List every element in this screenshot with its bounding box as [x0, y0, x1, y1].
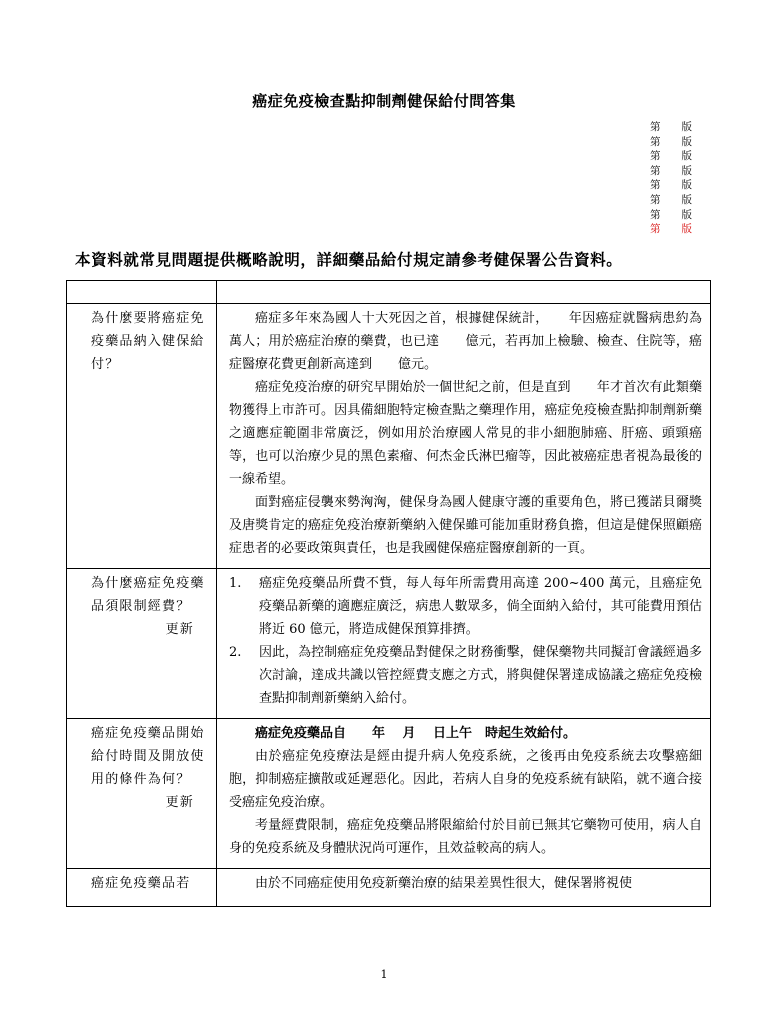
- table-header-row: [67, 281, 711, 304]
- question-cell: [67, 304, 217, 569]
- answer-list-item: [229, 641, 702, 710]
- version-entry: 第 版: [650, 150, 692, 163]
- list-number: 2.: [229, 645, 242, 660]
- notice-text: 本資料就常見問題提供概略說明，詳細藥品給付規定請參考健保署公告資料。: [75, 251, 623, 269]
- question-text: 癌症免疫藥品開始給付時間及開放使用的條件為何？: [91, 726, 205, 787]
- version-entry: 第 版: [650, 193, 692, 206]
- answer-lead: 癌症免疫藥品自 年 月 日上午 時起生效給付。: [255, 726, 577, 741]
- version-entry: 第 版: [650, 121, 692, 133]
- version-list: [650, 120, 710, 237]
- qa-table: [66, 280, 729, 907]
- list-text: 因此，為控制癌症免疫藥品對健保之財務衝擊，健保藥物共同擬訂會議經過多次討論，達成共識以管控經費支應之方式，將與健保署達成協議之癌症免疫檢查點抑制劑新藥納入給付。: [259, 645, 702, 706]
- version-entry: 第 版: [650, 164, 692, 177]
- answer-cell: [217, 569, 711, 719]
- table-row: [67, 719, 711, 869]
- update-label: 更新: [165, 622, 194, 637]
- header-cell-question: [67, 281, 217, 304]
- list-text: 癌症免疫藥品所費不貲，每人每年所需費用高達 200~400 萬元，且癌症免疫藥品新藥的適應症廣泛，病患人數眾多，倘全面納入給付，其可能費用預估將近 60 億元，將造成健保預算排擠。: [259, 576, 702, 637]
- version-entry: 第 版: [650, 208, 692, 221]
- version-entry: 第 版: [650, 179, 692, 192]
- question-text: 癌症免疫藥品若: [91, 876, 191, 891]
- page-number: 1: [380, 968, 388, 981]
- table-row: [67, 569, 711, 719]
- table-row: [67, 304, 711, 569]
- update-label: 更新: [165, 795, 194, 810]
- version-entry: 第 版: [650, 135, 692, 148]
- question-text: 為什麼癌症免疫藥品須限制經費？: [91, 576, 205, 614]
- answer-paragraph: 由於癌症免疫療法是經由提升病人免疫系統，之後再由免疫系統去攻擊癌細胞，抑制癌症擴散或延遲惡化。因此，若病人自身的免疫系統有缺陷，就不適合接受癌症免疫治療。: [229, 749, 702, 810]
- answer-cell: [217, 719, 711, 869]
- question-cell: [67, 719, 217, 869]
- answer-paragraph: 考量經費限制，癌症免疫藥品將限縮給付於目前已無其它藥物可使用，病人自身的免疫系統及身體狀況尚可運作，且效益較高的病人。: [229, 818, 702, 856]
- answer-paragraph: 面對癌症侵襲來勢洶洶，健保身為國人健康守護的重要角色，將已獲諾貝爾獎及唐獎肯定的癌症免疫治療新藥納入健保雖可能加重財務負擔，但這是健保照顧癌症患者的必要政策與責任，也是我國健保癌症醫療創新的一頁。: [229, 495, 702, 556]
- answer-cell: [217, 304, 729, 569]
- document-title: 癌症免疫檢查點抑制劑健保給付問答集: [252, 92, 516, 110]
- answer-paragraph: 癌症多年來為國人十大死因之首，根據健保統計， 年因癌症就醫病患約為 萬人；用於癌症治療的藥費，也已達 億元，若再加上檢驗、檢查、住院等，癌症醫療花費更創新高達到 億元。: [229, 311, 729, 372]
- table-row: [67, 869, 711, 907]
- answer-cell: [217, 869, 711, 907]
- list-number: 1.: [229, 576, 242, 591]
- answer-paragraph: 由於不同癌症使用免疫新藥治療的結果差異性很大，健保署將視使: [255, 876, 633, 891]
- version-entry-current: 第 版: [650, 223, 692, 236]
- question-text: 為什麼要將癌症免疫藥品納入健保給付？: [91, 311, 205, 372]
- answer-paragraph: 癌症免疫治療的研究早開始於一個世紀之前，但是直到 年才首次有此類藥物獲得上市許可。因具備細胞特定檢查點之藥理作用，癌症免疫檢查點抑制劑新藥之適應症範圍非常廣泛，例如用於治療國人常見的非小細胞肺癌、肝癌、頭頸癌等，也可以治療少見的黑色素瘤、何杰金氏淋巴瘤等，因此被癌症患者視為最後的一線希望。: [229, 380, 702, 487]
- answer-list-item: [229, 572, 702, 641]
- question-cell: [67, 869, 217, 907]
- question-cell: [67, 569, 217, 719]
- header-cell-answer: [217, 281, 711, 304]
